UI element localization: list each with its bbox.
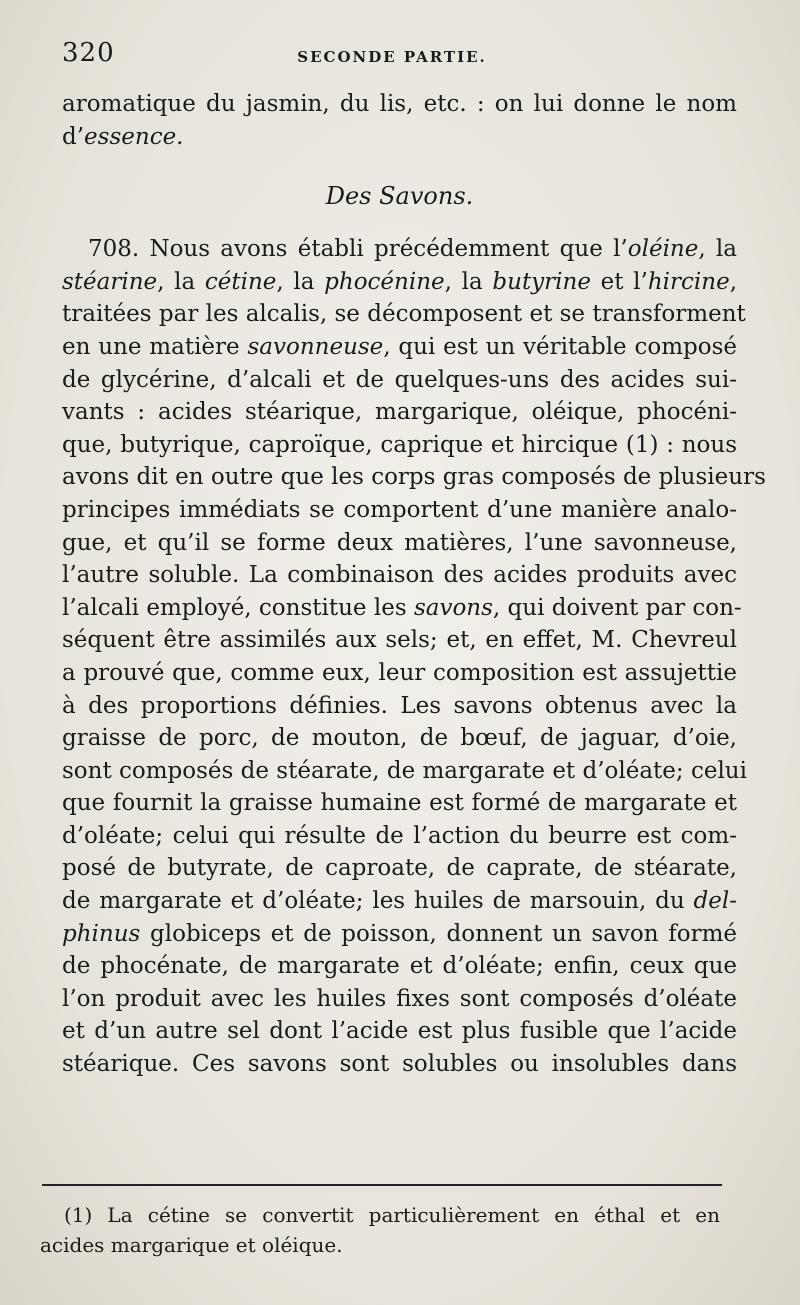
text-run: posé de butyrate, de caproate, de caprate, de stéarate, — [62, 855, 737, 882]
text-run: graisse de porc, de mouton, de bœuf, de jaguar, d’oie, — [62, 725, 737, 752]
italic-text: cétine — [204, 268, 277, 295]
footnote-line — [40, 1200, 720, 1230]
text-run: à des proportions définies. Les savons obtenus avec la — [62, 692, 737, 719]
footnote — [40, 1200, 720, 1260]
text-line — [62, 820, 737, 853]
text-run: stéarique. Ces savons sont solubles ou insolubles dans — [62, 1051, 737, 1078]
text-run: et d’un autre sel dont l’acide est plus fusible que l’acide — [62, 1018, 737, 1045]
text-run: et l’ — [590, 268, 648, 295]
italic-text: savonneuse — [247, 333, 384, 360]
text-run: en une matière — [62, 333, 248, 360]
text-run: gue, et qu’il se forme deux matières, l’une savonneuse, — [62, 529, 737, 556]
italic-text: del- — [693, 888, 737, 915]
text-line — [62, 1015, 737, 1048]
text-line — [62, 852, 737, 885]
italic-text: essence. — [84, 123, 184, 150]
footnote-rule — [42, 1184, 722, 1186]
text-line — [62, 233, 737, 266]
text-run: d’ — [62, 123, 85, 150]
text-line — [62, 527, 737, 560]
page-number: 320 — [62, 38, 115, 68]
text-line — [62, 918, 737, 951]
intro-paragraph — [62, 88, 737, 153]
text-run: , la — [157, 268, 205, 295]
text-line — [62, 983, 737, 1016]
text-run: que, butyrique, caproïque, caprique et hircique (1) : nous — [62, 431, 737, 458]
text-run: séquent être assimilés aux sels; et, en effet, M. Chevreul — [62, 627, 737, 654]
main-paragraph — [62, 233, 766, 1080]
text-line — [62, 429, 737, 462]
running-title: SECONDE PARTIE. — [297, 48, 487, 66]
text-line — [62, 787, 737, 820]
text-run: , la — [444, 268, 493, 295]
text-line — [62, 364, 737, 397]
text-run: (1) La cétine se convertit particulièrement en éthal et en — [64, 1203, 720, 1227]
text-line — [62, 559, 737, 592]
text-run: , la — [698, 236, 737, 263]
text-run: traitées par les alcalis, se décomposent et se transforment — [62, 301, 746, 328]
italic-text: hircine — [647, 268, 730, 295]
text-run: , qui doivent par con- — [492, 594, 742, 621]
text-run: sont composés de stéarate, de margarate et d’oléate; celui — [62, 757, 747, 784]
text-line — [62, 88, 737, 121]
text-line — [62, 592, 742, 625]
text-run: , la — [276, 268, 325, 295]
text-line — [62, 396, 737, 429]
text-line — [62, 690, 737, 723]
text-run: a prouvé que, comme eux, leur composition est assujettie — [62, 659, 737, 686]
text-run: 708. Nous avons établi précédemment que l’ — [88, 236, 628, 263]
italic-text: savons — [413, 594, 493, 621]
text-line — [62, 331, 737, 364]
italic-text: stéarine — [62, 268, 158, 295]
text-run: , — [729, 268, 737, 295]
text-line — [62, 950, 737, 983]
text-line — [62, 755, 747, 788]
italic-text: phinus — [62, 920, 141, 947]
text-run: l’autre soluble. La combinaison des acides produits avec — [62, 562, 737, 589]
running-head — [62, 38, 722, 72]
text-line — [62, 266, 737, 299]
text-line — [62, 624, 737, 657]
text-run: globiceps et de poisson, donnent un savon formé — [140, 920, 737, 947]
text-run: l’alcali employé, constitue les — [62, 594, 414, 621]
text-line — [62, 885, 737, 918]
text-run: , qui est un véritable composé — [383, 333, 738, 360]
text-run: d’oléate; celui qui résulte de l’action du beurre est com- — [62, 822, 737, 849]
text-run: de margarate et d’oléate; les huiles de marsouin, du — [62, 888, 694, 915]
text-line — [62, 722, 737, 755]
italic-text: butyrine — [492, 268, 591, 295]
text-run: aromatique du jasmin, du lis, etc. : on lui donne le nom — [62, 91, 737, 117]
text-line — [62, 461, 766, 494]
text-line — [62, 121, 737, 154]
body-text — [62, 88, 766, 1081]
italic-text: phocénine — [324, 268, 445, 295]
text-run: l’on produit avec les huiles fixes sont composés d’oléate — [62, 985, 737, 1012]
text-run: de phocénate, de margarate et d’oléate; enfin, ceux que — [62, 953, 737, 980]
text-run: avons dit en outre que les corps gras composés de plusieurs — [62, 464, 766, 491]
text-run: que fournit la graisse humaine est formé de margarate et — [62, 790, 737, 817]
italic-text: oléine — [627, 236, 699, 263]
section-heading: Des Savons. — [325, 182, 474, 211]
text-run: de glycérine, d’alcali et de quelques-uns des acides sui- — [62, 366, 737, 393]
text-run: principes immédiats se comportent d’une manière analo- — [62, 496, 737, 523]
text-line — [62, 657, 737, 690]
text-line — [62, 1048, 737, 1081]
text-run: acides margarique et oléique. — [40, 1233, 343, 1257]
text-line — [62, 494, 737, 527]
text-run: vants : acides stéarique, margarique, oléique, phocéni- — [62, 399, 737, 426]
text-line — [62, 298, 746, 331]
footnote-line — [40, 1230, 720, 1260]
